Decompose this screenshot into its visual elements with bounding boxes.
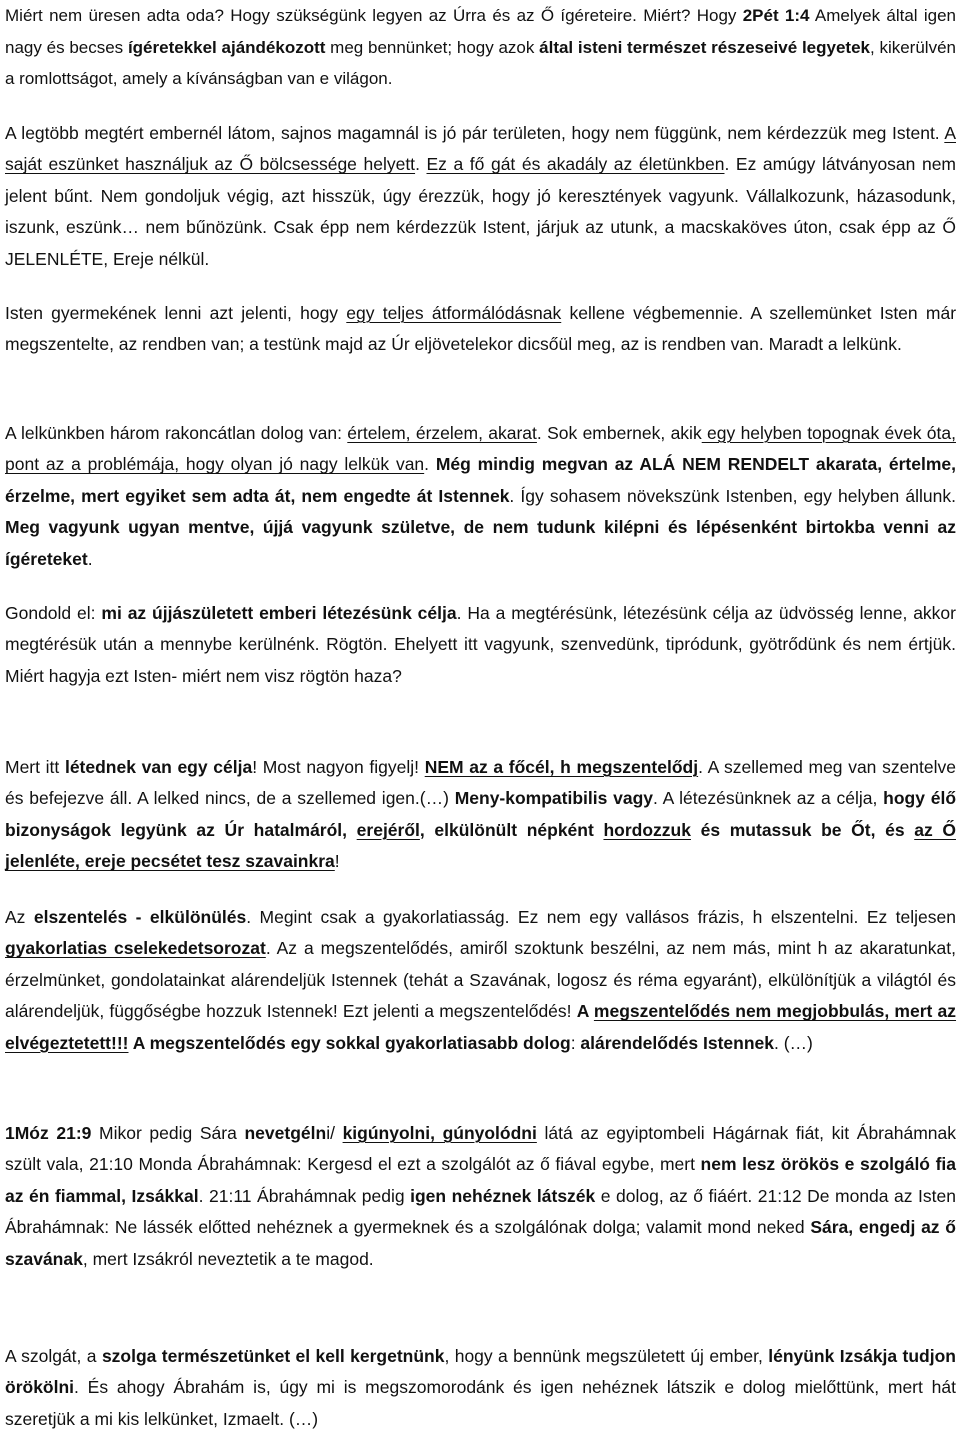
text-segment: , elkülönült népként: [419, 819, 604, 840]
text-segment: ígéretekkel ajándékozott: [127, 37, 326, 57]
text-segment: Isten gyermekének lenni azt jelenti, hogy: [5, 303, 347, 323]
text-segment: értelem, érzelem, akarat: [347, 423, 537, 443]
text-segment: ! Most nagyon figyelj!: [252, 757, 425, 777]
text-segment: hogy élő bizonyságok legyünk az Úr hatalmáról,: [5, 788, 957, 840]
text-segment: Ez a fő gát és akadály az életünkben: [426, 154, 725, 175]
text-segment: gyakorlatias cselekedetsorozat: [5, 938, 266, 959]
paragraph-2: [5, 118, 956, 275]
text-segment: 2Pét 1:4: [742, 6, 810, 25]
text-segment: létednek van egy célja: [64, 757, 253, 777]
text-segment: az Ő jelenléte, ereje pecsétet tesz szavainkra: [5, 819, 956, 872]
text-segment: Az: [5, 907, 34, 927]
text-segment: látá az egyiptombeli Hágárnak fiát, kit Ábrahámnak szült vala, 21:10 Monda Ábrahámnak: Kergesd el ezt a szolgálót az ő fiával egybe, mert: [5, 1123, 957, 1175]
text-segment: megszentelődés nem megjobbulás, mert az elvégeztetett!!!: [5, 1001, 957, 1053]
text-segment: A saját eszünket használjuk az Ő bölcsessége helyett: [5, 123, 956, 175]
paragraph-9: [5, 1341, 956, 1435]
text-segment: meg bennünket; hogy azok: [325, 37, 540, 57]
text-segment: A legtöbb megtért embernél látom, sajnos magamnál is jó pár területen, hogy nem függünk, nem kérdezzük meg Istent.: [5, 123, 945, 143]
paragraph-4: [5, 418, 956, 575]
text-segment: i/: [326, 1123, 343, 1143]
text-segment: A lelkünkben három rakoncátlan dolog van:: [5, 423, 348, 443]
text-segment: .: [424, 454, 436, 475]
text-segment: egy helyben topognak évek óta, pont az a problémája, hogy olyan jó nagy lelkük van: [5, 423, 956, 475]
text-segment: 1Móz 21:9: [5, 1123, 92, 1143]
paragraph-6: [5, 752, 956, 878]
text-segment: .: [87, 548, 93, 569]
text-segment: Mert itt: [5, 757, 65, 777]
text-segment: kigúnyolni, gúnyolódni: [342, 1123, 537, 1143]
paragraph-3: [5, 298, 956, 361]
text-segment: által isteni természet részeseivé legyetek: [539, 37, 870, 57]
text-segment: . Megint csak a gyakorlatiasság. Ez nem egy vallásos frázis, h elszentelni. Ez teljesen: [246, 907, 956, 927]
text-segment: nem lesz örökös e szolgáló fia az én fiammal, Izsákkal: [5, 1154, 956, 1206]
text-segment: Amelyek által igen nagy és becses: [5, 6, 956, 57]
text-segment: .: [415, 154, 427, 175]
text-segment: !: [334, 851, 340, 872]
text-segment: . Így sohasem növekszünk Istenben, egy helyben állunk.: [509, 485, 956, 506]
text-segment: :: [570, 1032, 581, 1053]
text-segment: . Az a megszentelődés, amiről szoktunk beszélni, az nem más, mint h az akaratunkat, érzelmünket, gondolatainkat alárendeljük Istennek (tehát a Szavának, logosz és réma egyaránt), elkülönítjük a világtól és alárendeljük, függőségbe hozzuk Istennek! Ezt jelenti a megszentelődés!: [5, 938, 956, 1022]
paragraph-1: [5, 0, 956, 95]
text-segment: igen nehéznek látszék: [410, 1185, 596, 1206]
text-segment: elszentelés - elkülönülés: [33, 907, 247, 927]
text-segment: Sára, engedj az ő szavának: [5, 1217, 956, 1269]
text-segment: A: [576, 1001, 594, 1022]
text-segment: NEM az a főcél, h megszentelődj: [424, 757, 699, 777]
text-segment: kellene végbemennie. A szellemünket Isten már megszentelte, az rendben van; a testünk majd az Úr eljövetelekor dicsőül meg, az is rendben van. Maradt a lelkünk.: [5, 303, 957, 355]
text-segment: és mutassuk be Őt, és: [690, 819, 915, 840]
text-segment: , kikerülvén a romlottságot, amely a kívánságban van e világon.: [5, 37, 956, 88]
text-segment: . 21:11 Ábrahámnak pedig: [198, 1185, 411, 1206]
text-segment: , hogy a bennünk megszületett új ember,: [444, 1346, 769, 1366]
paragraph-7: [5, 902, 956, 1059]
text-segment: mi az újjászületett emberi létezésünk célja: [101, 603, 457, 623]
text-segment: Miért nem üresen adta oda? Hogy szükségünk legyen az Úrra és az Ő ígéreteire. Miért? Hogy: [5, 6, 743, 25]
text-segment: . (…): [773, 1032, 813, 1053]
text-segment: nevetgéln: [244, 1123, 327, 1143]
text-segment: Gondold el:: [5, 603, 102, 623]
text-segment: . És ahogy Ábrahám is, úgy mi is megszomorodánk és igen nehéznek látszik e dolog mielőttünk, mert hát szeretjük a mi kis lelkünket, Izmaelt. (…): [5, 1377, 956, 1429]
text-segment: egy teljes átformálódásnak: [346, 303, 562, 323]
text-segment: . Ez amúgy látványosan nem jelent bűnt. Nem gondoljuk végig, azt hisszük, úgy érezzük, hogy jó keresztények vagyunk. Vállalkozunk, házasodunk, iszunk, eszünk… nem bűnözünk. Csak épp nem kérdezzük Istent, járjuk az utunk, a macskaköves úton, csak épp az Ő JELENLÉTE, Ereje nélkül.: [5, 154, 957, 269]
text-segment: A megszentelődés egy sokkal gyakorlatiasabb dolog: [128, 1032, 571, 1053]
text-segment: Meg vagyunk ugyan mentve, újjá vagyunk születve, de nem tudunk kilépni és lépésenként birtokba venni az ígéreteket: [5, 517, 956, 569]
text-segment: e dolog, az ő fiáért. 21:12 De monda az Isten Ábrahámnak: Ne lássék előtted nehéznek a gyermeknek és a szolgálónak dolga; valamit mond neked: [5, 1185, 956, 1238]
text-segment: . A szellemed meg van szentelve és befejezve áll. A lelked nincs, de a szellemed igen.(…): [5, 757, 957, 809]
text-segment: Még mindig megvan az ALÁ NEM RENDELT akarata, értelme, érzelme, mert egyiket sem adta át, nem engedte át Istennek: [5, 454, 956, 506]
text-segment: . Ha a megtérésünk, létezésünk célja az üdvösség lenne, akkor megtérésük után a mennybe kerülnénk. Rögtön. Ehelyett itt vagyunk, szenvedünk, tipródunk, gyötrődünk és nem értjük. Miért hagyja ezt Isten- miért nem visz rögtön haza?: [5, 603, 956, 686]
paragraph-8: [5, 1118, 956, 1275]
text-segment: . Sok embernek, akik: [536, 423, 702, 443]
text-segment: , mert Izsákról neveztetik a te magod.: [82, 1248, 374, 1269]
text-segment: alárendelődés Istennek: [580, 1032, 774, 1053]
text-segment: hordozzuk: [603, 819, 691, 840]
text-segment: Mikor pedig Sára: [91, 1123, 245, 1143]
text-segment: Meny-kompatibilis vagy: [454, 788, 654, 809]
text-segment: erejéről: [356, 819, 420, 840]
text-segment: . A létezésünknek az a célja,: [653, 788, 884, 809]
text-segment: lényünk Izsákja tudjon örökölni: [5, 1346, 956, 1398]
text-segment: szolga természetünket el kell kergetnünk: [101, 1346, 445, 1366]
text-segment: A szolgát, a: [5, 1346, 102, 1366]
paragraph-5: [5, 598, 956, 692]
